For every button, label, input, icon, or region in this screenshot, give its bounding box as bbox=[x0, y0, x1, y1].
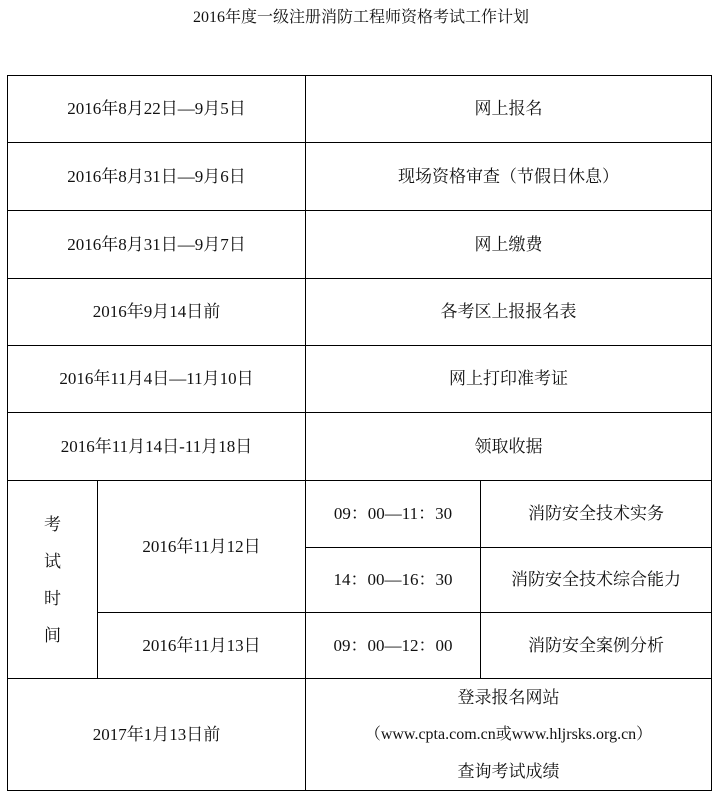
results-info-cell bbox=[306, 679, 712, 791]
exam-date-cell: 2016年11月12日 bbox=[98, 481, 306, 613]
exam-label-cell bbox=[8, 481, 98, 679]
date-cell: 2016年8月31日—9月7日 bbox=[8, 211, 306, 279]
item-cell: 领取收据 bbox=[306, 413, 712, 481]
date-cell: 2016年8月31日—9月6日 bbox=[8, 143, 306, 211]
table-row bbox=[8, 76, 712, 143]
item-cell: 网上报名 bbox=[306, 76, 712, 143]
results-line-login: 登录报名网站 bbox=[457, 688, 560, 707]
exam-subject-cell: 消防安全技术综合能力 bbox=[481, 548, 712, 613]
table-row bbox=[8, 143, 712, 211]
exam-subject-cell: 消防安全案例分析 bbox=[481, 613, 712, 679]
item-cell: 网上缴费 bbox=[306, 211, 712, 279]
results-date-cell: 2017年1月13日前 bbox=[8, 679, 306, 791]
item-cell: 现场资格审查（节假日休息） bbox=[306, 143, 712, 211]
schedule-table bbox=[7, 75, 712, 791]
exam-row bbox=[8, 613, 712, 679]
item-cell: 网上打印准考证 bbox=[306, 346, 712, 413]
date-cell: 2016年9月14日前 bbox=[8, 279, 306, 346]
results-line-websites: （www.cpta.com.cn或www.hljrsks.org.cn） bbox=[364, 726, 653, 743]
results-line-query: 查询考试成绩 bbox=[457, 762, 560, 781]
table-row bbox=[8, 211, 712, 279]
item-cell: 各考区上报报名表 bbox=[306, 279, 712, 346]
table-row bbox=[8, 346, 712, 413]
exam-row bbox=[8, 481, 712, 548]
date-cell: 2016年11月14日-11月18日 bbox=[8, 413, 306, 481]
exam-time-label: 考试时间 bbox=[44, 514, 61, 645]
exam-subject-cell: 消防安全技术实务 bbox=[481, 481, 712, 548]
exam-date-cell: 2016年11月13日 bbox=[98, 613, 306, 679]
date-cell: 2016年11月4日—11月10日 bbox=[8, 346, 306, 413]
table-row bbox=[8, 413, 712, 481]
date-cell: 2016年8月22日—9月5日 bbox=[8, 76, 306, 143]
results-row bbox=[8, 679, 712, 791]
exam-time-cell: 09：00—11：30 bbox=[306, 481, 481, 548]
exam-time-cell: 09：00—12：00 bbox=[306, 613, 481, 679]
table-row bbox=[8, 279, 712, 346]
exam-time-cell: 14：00—16：30 bbox=[306, 548, 481, 613]
document-title: 2016年度一级注册消防工程师资格考试工作计划 bbox=[192, 9, 529, 26]
